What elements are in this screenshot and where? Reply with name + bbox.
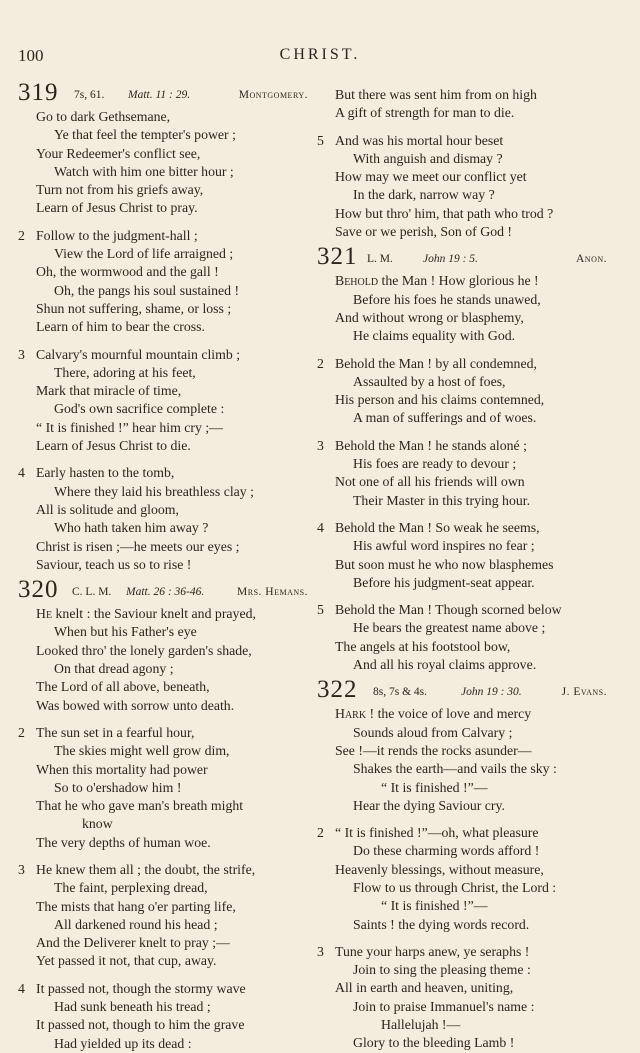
verse-line: Shun not suffering, shame, or loss ; [36, 300, 232, 316]
verse-line: 5 And was his mortal hour beset [317, 132, 607, 150]
verse-line: Save or we perish, Son of God ! [335, 224, 513, 240]
verse-line: The skies might well grow dim, [54, 743, 230, 759]
verse-line: 2 The sun set in a fearful hour, [18, 724, 308, 742]
verse-line: How but thro' him, that path who trod ? [335, 205, 554, 221]
verse-line: Before his foes he stands unawed, [353, 291, 541, 307]
verse-line: The mists that hang o'er parting life, [36, 898, 236, 914]
verse-line: 3 Behold the Man ! he stands aloné ; [317, 437, 607, 455]
right-column [317, 86, 607, 1053]
verse-line: 4 Early hasten to the tomb, [18, 464, 308, 482]
verse-number: 2 [317, 825, 324, 841]
verse-line: know [82, 816, 113, 832]
verse-line: Join to sing the pleasing theme : [353, 962, 531, 978]
verse-line: On that dread agony ; [54, 661, 174, 677]
verse-line: Looked thro' the lonely garden's shade, [36, 642, 252, 658]
verse-line: But soon must he who now blasphemes [335, 556, 554, 572]
verse-line: The angels at his footstool bow, [335, 638, 511, 654]
verse-line: There, adoring at his feet, [54, 364, 196, 380]
hymn-322-heading [317, 676, 607, 705]
verse-line: Behold the Man ! How glorious he ! [335, 273, 539, 289]
verse-line: All is solitude and gloom, [36, 501, 179, 517]
verse-line: Their Master in this trying hour. [353, 492, 531, 508]
verse-line: 3 He knew them all ; the doubt, the strife, [18, 861, 308, 879]
verse-line: Shakes the earth—and vails the sky : [353, 761, 557, 777]
hymn-meter: C. L. M. [72, 586, 112, 599]
verse-number: 4 [18, 980, 25, 996]
verse-line: Before his judgment-seat appear. [353, 574, 535, 590]
hymn-number: 320 [18, 576, 59, 604]
verse-line: “ It is finished !”— [381, 779, 488, 795]
verse-line: Learn of him to bear the cross. [36, 319, 205, 335]
verse-line: 2 Follow to the judgment-hall ; [18, 227, 308, 245]
verse-line: A man of sufferings and of woes. [353, 410, 537, 426]
verse-line: Assaulted by a host of foes, [353, 373, 506, 389]
hymn-number: 321 [317, 243, 358, 271]
verse-number: 5 [317, 132, 324, 148]
verse-line: “ It is finished !” hear him cry ;— [36, 419, 223, 435]
verse-number: 3 [317, 943, 324, 959]
verse-line: 2 Behold the Man ! by all condemned, [317, 355, 607, 373]
hymn-meter: 8s, 7s & 4s. [373, 686, 427, 699]
verse-line: With anguish and dismay ? [353, 150, 503, 166]
verse-number: 2 [18, 724, 25, 740]
verse-line: 4 Behold the Man ! So weak he seems, [317, 519, 607, 537]
verse-line: Watch with him one bitter hour ; [54, 163, 234, 179]
verse-line: He bears the greatest name above ; [353, 620, 546, 636]
verse-line: When but his Father's eye [54, 624, 197, 640]
verse-line: All in earth and heaven, uniting, [335, 980, 514, 996]
verse-line: Do these charming words afford ! [353, 843, 540, 859]
verse-number: 2 [18, 227, 25, 243]
verse-line: The faint, perplexing dread, [54, 880, 208, 896]
verse-line: Oh, the pangs his soul sustained ! [54, 282, 240, 298]
verse-line: Go to dark Gethsemane, [36, 109, 171, 124]
verse-line: See !—it rends the rocks asunder— [335, 742, 532, 758]
verse-number: 4 [18, 465, 25, 481]
verse-line: Flow to us through Christ, the Lord : [353, 879, 557, 895]
verse-line: “ It is finished !”— [381, 898, 488, 914]
scripture-reference: Matt. 11 : 29. [128, 89, 191, 101]
hymn-author: Mrs. Hemans. [237, 586, 308, 599]
verse-line: That he who gave man's breath might [36, 798, 244, 814]
verse-line: And the Deliverer knelt to pray ;— [36, 935, 230, 951]
verse-line: He claims equality with God. [353, 328, 516, 344]
verse-line: His person and his claims contemned, [335, 392, 545, 408]
verse-line: The very depths of human woe. [36, 834, 211, 850]
verse-line: Saviour, teach us so to rise ! [36, 556, 192, 572]
verse-line: Saints ! the dying words record. [353, 916, 530, 932]
verse-line: So to o'ershadow him ! [54, 779, 182, 795]
hymn-author: Anon. [575, 253, 607, 266]
verse-number: 3 [18, 861, 25, 877]
verse-number: 5 [317, 602, 324, 618]
verse-line: 4 It passed not, though the stormy wave [18, 980, 308, 998]
verse-line: The Lord of all above, beneath, [36, 679, 210, 695]
scripture-reference: Matt. 26 : 36-46. [126, 586, 205, 599]
verse-line: Your Redeemer's conflict see, [36, 145, 201, 161]
verse-line: 5 Behold the Man ! Though scorned below [317, 601, 607, 619]
verse-line: Learn of Jesus Christ to die. [36, 438, 191, 454]
hymn-meter: 7s, 61. [74, 89, 105, 101]
verse-line: Learn of Jesus Christ to pray. [36, 200, 198, 216]
verse-number: 2 [317, 355, 324, 371]
verse-line: View the Lord of life arraigned ; [54, 246, 234, 262]
verse-number: 3 [317, 437, 324, 453]
verse-line: He knelt : the Saviour knelt and prayed, [36, 606, 256, 622]
verse-line: But there was sent him from on high [335, 87, 537, 102]
verse-line: In the dark, narrow way ? [353, 187, 495, 203]
hymn-320-heading [18, 576, 308, 605]
verse-line: It passed not, though to him the grave [36, 1017, 245, 1033]
verse-line: Hear the dying Saviour cry. [353, 797, 505, 813]
hymn-321-heading [317, 243, 607, 272]
verse-line: Yet passed it not, that cup, away. [36, 953, 217, 969]
verse-line: Heavenly blessings, without measure, [335, 861, 544, 877]
verse-line: Join to praise Immanuel's name : [353, 998, 535, 1014]
verse-line: Turn not from his griefs away, [36, 182, 204, 198]
verse-line: 3 Tune your harps anew, ye seraphs ! [317, 943, 607, 961]
verse-line: Hark ! the voice of love and mercy [335, 706, 532, 722]
page-number: 100 [18, 46, 44, 65]
verse-line: Where they laid his breathless clay ; [54, 483, 254, 499]
verse-line: When this mortality had power [36, 761, 208, 777]
verse-line: His awful word inspires no fear ; [353, 538, 535, 554]
hymn-author: J. Evans. [561, 686, 607, 699]
verse-line: Christ is risen ;—he meets our eyes ; [36, 538, 240, 554]
verse-line: Had yielded up its dead : [54, 1035, 192, 1051]
verse-line: A gift of strength for man to die. [335, 105, 515, 121]
page-header [0, 46, 640, 68]
verse-line: Hallelujah !— [381, 1017, 461, 1033]
hymn-author: Montgomery. [238, 89, 308, 101]
verse-line: Was bowed with sorrow unto death. [36, 697, 235, 713]
verse-line: How may we meet our conflict yet [335, 169, 527, 185]
verse-line: Glory to the bleeding Lamb ! [353, 1035, 515, 1051]
verse-line: Oh, the wormwood and the gall ! [36, 264, 219, 280]
hymn-meter: L. M. [367, 253, 393, 266]
scripture-reference: John 19 : 5. [423, 253, 478, 266]
left-column [18, 79, 308, 1053]
verse-number: 3 [18, 346, 25, 362]
verse-line: Mark that miracle of time, [36, 383, 182, 399]
scripture-reference: John 19 : 30. [461, 686, 522, 699]
verse-line: 2 “ It is finished !”—oh, what pleasure [317, 824, 607, 842]
hymn-number: 319 [18, 79, 59, 106]
verse-line: Sounds aloud from Calvary ; [353, 724, 513, 740]
running-title: CHRIST. [279, 46, 361, 63]
verse-line: 3 Calvary's mournful mountain climb ; [18, 346, 308, 364]
verse-line: And without wrong or blasphemy, [335, 309, 524, 325]
verse-line: All darkened round his head ; [54, 916, 218, 932]
verse-line: And all his royal claims approve. [353, 657, 537, 673]
verse-line: Ye that feel the tempter's power ; [54, 127, 236, 143]
verse-line: Had sunk beneath his tread ; [54, 999, 211, 1015]
verse-line: Not one of all his friends will own [335, 474, 525, 490]
hymn-319-heading [18, 79, 308, 108]
verse-number: 4 [317, 519, 324, 535]
verse-line: God's own sacrifice complete : [54, 401, 225, 417]
hymn-number: 322 [317, 676, 358, 704]
verse-line: His foes are ready to devour ; [353, 456, 517, 472]
verse-line: Who hath taken him away ? [54, 520, 209, 536]
